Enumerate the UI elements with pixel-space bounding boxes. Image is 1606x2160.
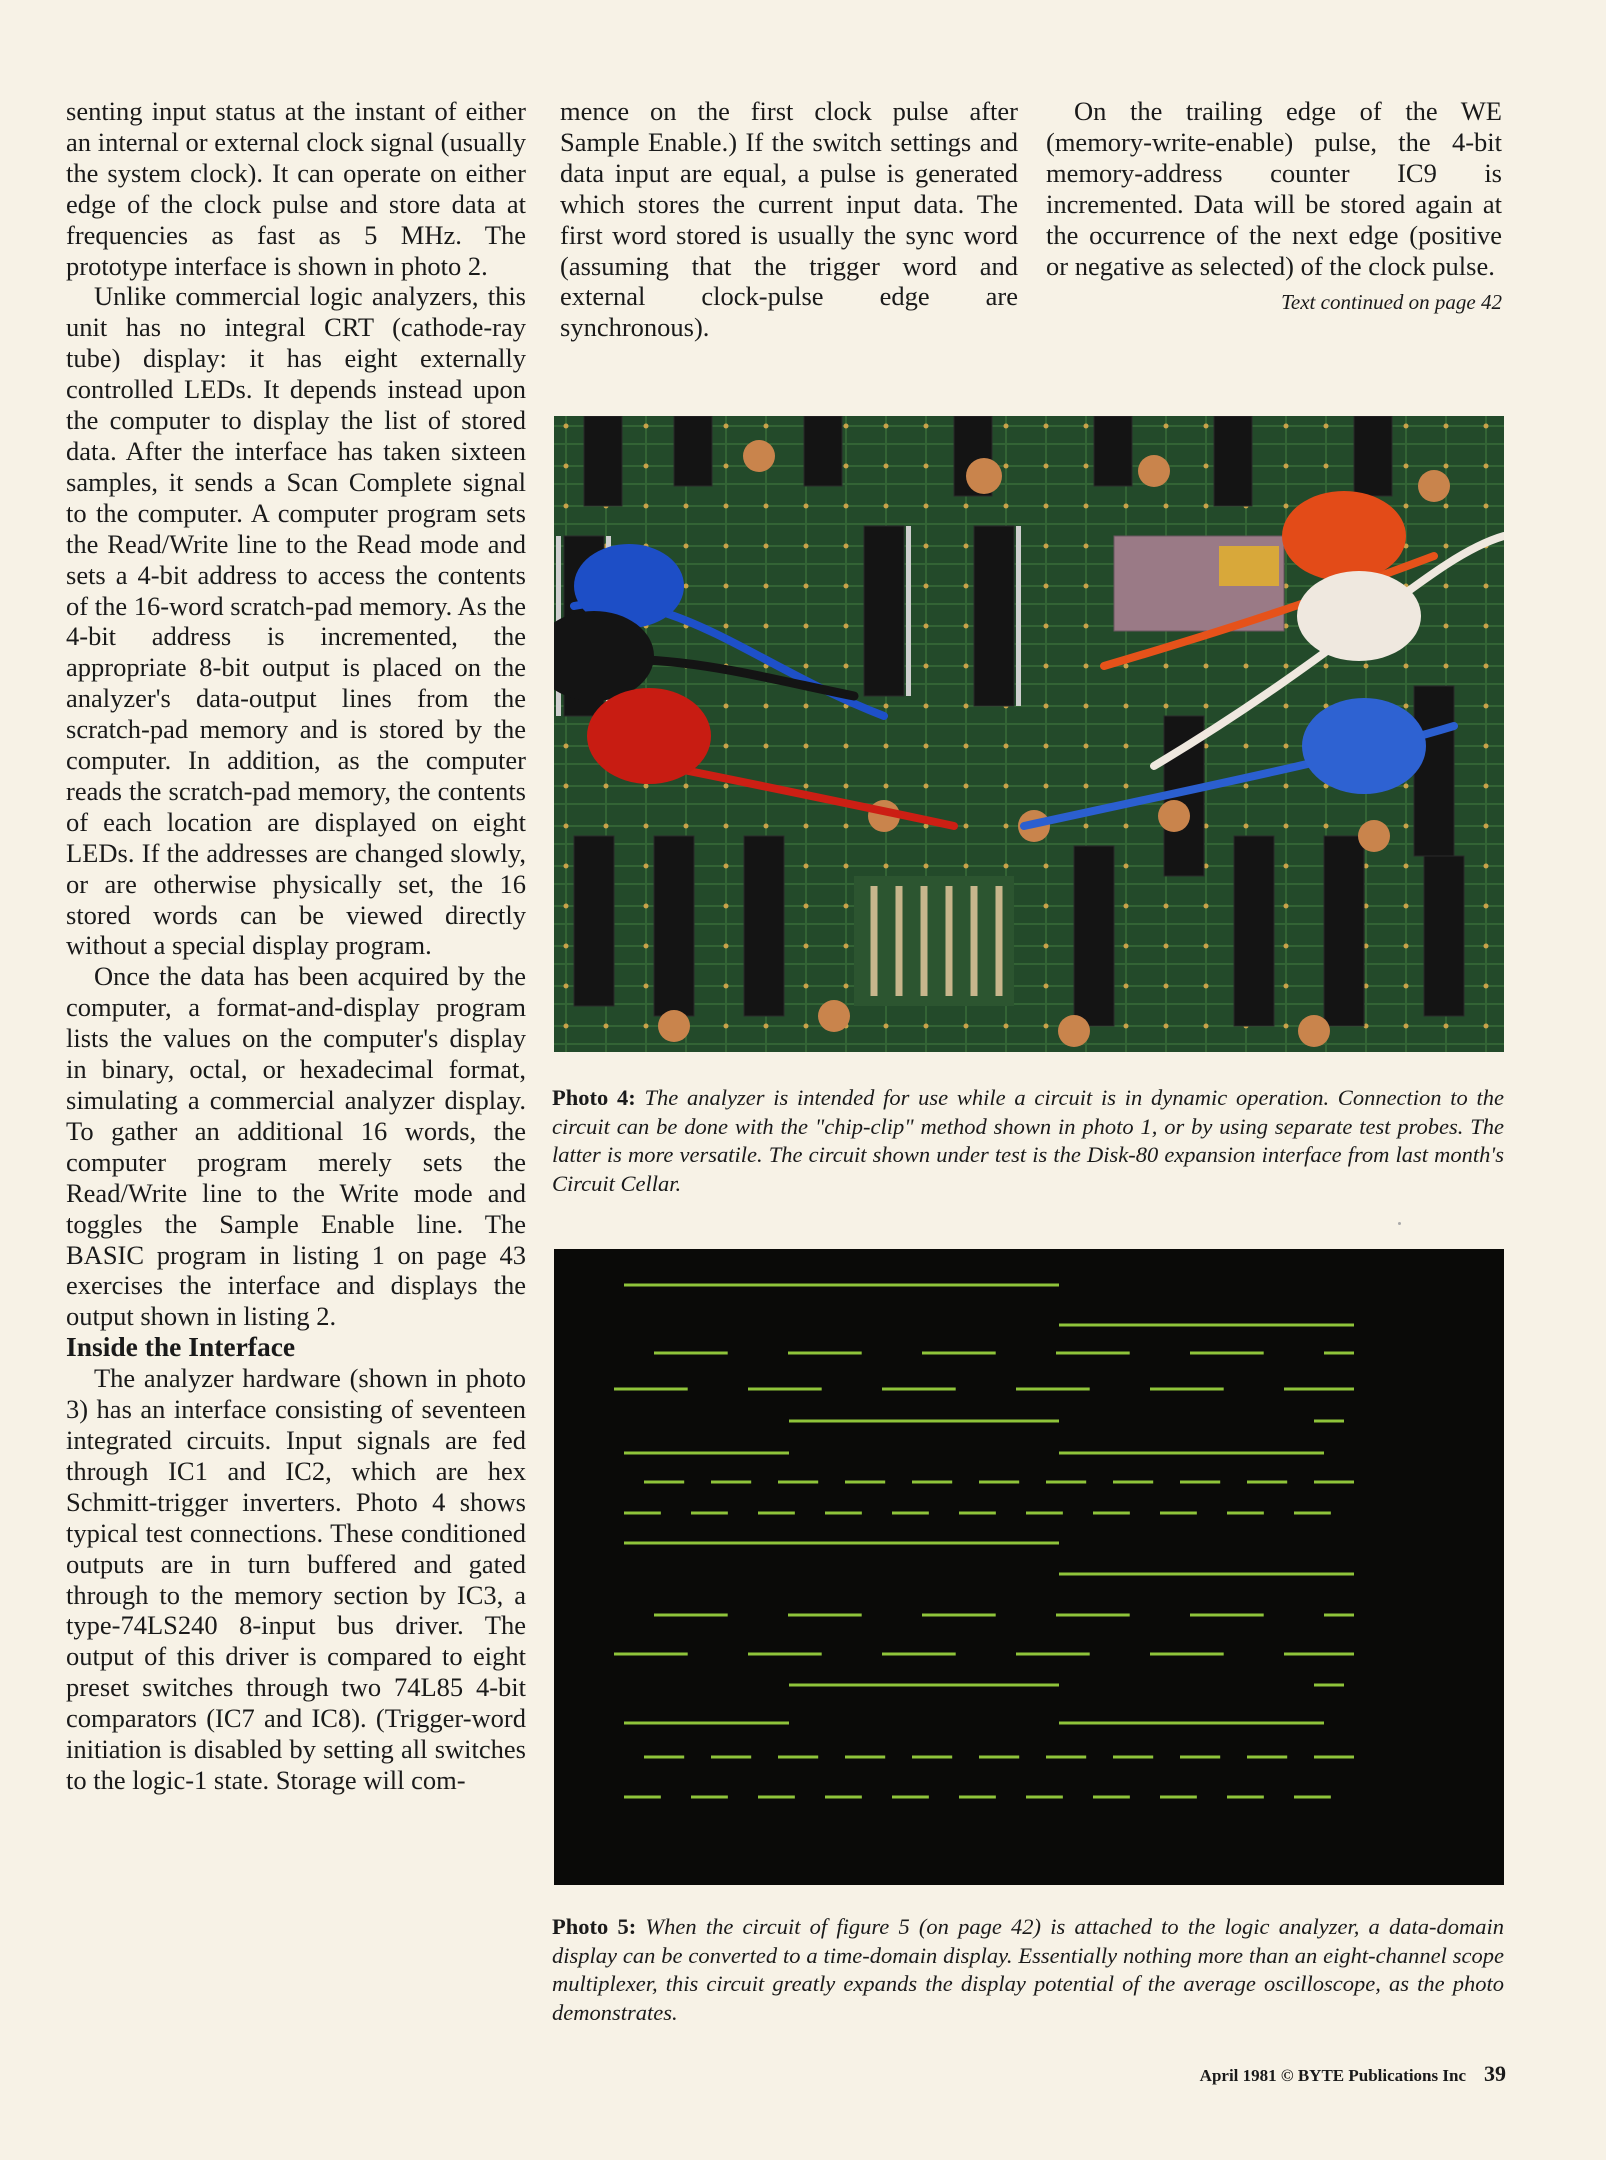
paragraph: Once the data has been acquired by the computer, a format-and-display program lists the values on the computer's display in binary, octal, or hexadecimal format, simulating a commercial analyzer display. To gather an additional 16 words, the computer program merely sets the Read/Write line to the Write mode and toggles the Sample Enable line. The BASIC program in listing 1 on page 43 exercises the interface and displays the output shown in listing 2. bbox=[66, 961, 526, 1332]
photo-4-circuit-board bbox=[554, 416, 1504, 1052]
text-column-3 bbox=[1046, 96, 1502, 318]
photo-4-caption bbox=[552, 1084, 1504, 1198]
paragraph: mence on the first clock pulse after Sample Enable.) If the switch settings and data input are equal, a pulse is generated which stores the current input data. The first word stored is usually the sync word (assuming that the trigger word and external clock-pulse edge are synchronous). bbox=[560, 96, 1018, 343]
caption-text: The analyzer is intended for use while a circuit is in dynamic operation. Connection to the circuit can be done with the "chip-clip" method shown in photo 1, or by using separate test probes. The latter is more versatile. The circuit shown under test is the Disk-80 expansion interface from last month's Circuit Cellar. bbox=[552, 1085, 1505, 1196]
caption-text: When the circuit of figure 5 (on page 42) is attached to the logic analyzer, a data-domain display can be converted to a time-domain display. Essentially nothing more than an eight-channel scope multiplexer, this circuit greatly expands the display potential of the average oscilloscope, as the photo demonstrates. bbox=[552, 1914, 1505, 2025]
stray-dot bbox=[1398, 1222, 1401, 1225]
section-heading: Inside the Interface bbox=[66, 1331, 296, 1363]
caption-label: Photo 4: bbox=[552, 1085, 636, 1110]
footer-credit: April 1981 © BYTE Publications Inc bbox=[1199, 2066, 1466, 2085]
page-number: 39 bbox=[1484, 2061, 1506, 2086]
continued-note: Text continued on page 42 bbox=[1281, 290, 1502, 315]
text-column-2 bbox=[560, 96, 1018, 343]
text-column-1 bbox=[66, 96, 526, 1796]
scope-trace-illustration bbox=[554, 1249, 1504, 1885]
paragraph: On the trailing edge of the WE (memory-write-enable) pulse, the 4-bit memory-address counter IC9 is incremented. Data will be stored again at the occurrence of the next edge (positive or negative as selected) of the clock pulse. bbox=[1046, 96, 1502, 281]
paragraph: Unlike commercial logic analyzers, this unit has no integral CRT (cathode-ray tube) display: it has eight externally controlled LEDs. It depends instead upon the computer to display the list of stored data. After the interface has taken sixteen samples, it sends a Scan Complete signal to the computer. A computer program sets the Read/Write line to the Read mode and sets a 4-bit address to access the contents of the 16-word scratch-pad memory. As the 4-bit address is incremented, the appropriate 8-bit output is placed on the analyzer's data-output lines from the scratch-pad memory and is stored by the computer. In addition, as the computer reads the scratch-pad memory, the contents of each location are displayed on eight LEDs. If the addresses are changed slowly, or are otherwise physically set, the 16 stored words can be viewed directly without a special display program. bbox=[66, 281, 526, 961]
circuit-board-illustration bbox=[554, 416, 1504, 1052]
caption-label: Photo 5: bbox=[552, 1914, 637, 1939]
paragraph: The analyzer hardware (shown in photo 3) has an interface consisting of seventeen integrated circuits. Input signals are fed through IC1 and IC2, which are hex Schmitt-trigger inverters. Photo 4 shows typical test connections. These conditioned outputs are in turn buffered and gated through to the memory section by IC3, a type-74LS240 8-input bus driver. The output of this driver is compared to eight preset switches through two 74L85 4-bit comparators (IC7 and IC8). (Trigger-word initiation is disabled by setting all switches to the logic-1 state. Storage will com- bbox=[66, 1363, 526, 1795]
page-footer bbox=[1120, 2061, 1506, 2087]
photo-5-oscilloscope-display bbox=[554, 1249, 1504, 1885]
paragraph: senting input status at the instant of either an internal or external clock signal (usually the system clock). It can operate on either edge of the clock pulse and store data at frequencies as fast as 5 MHz. The prototype interface is shown in photo 2. bbox=[66, 96, 526, 281]
photo-5-caption bbox=[552, 1913, 1504, 2027]
